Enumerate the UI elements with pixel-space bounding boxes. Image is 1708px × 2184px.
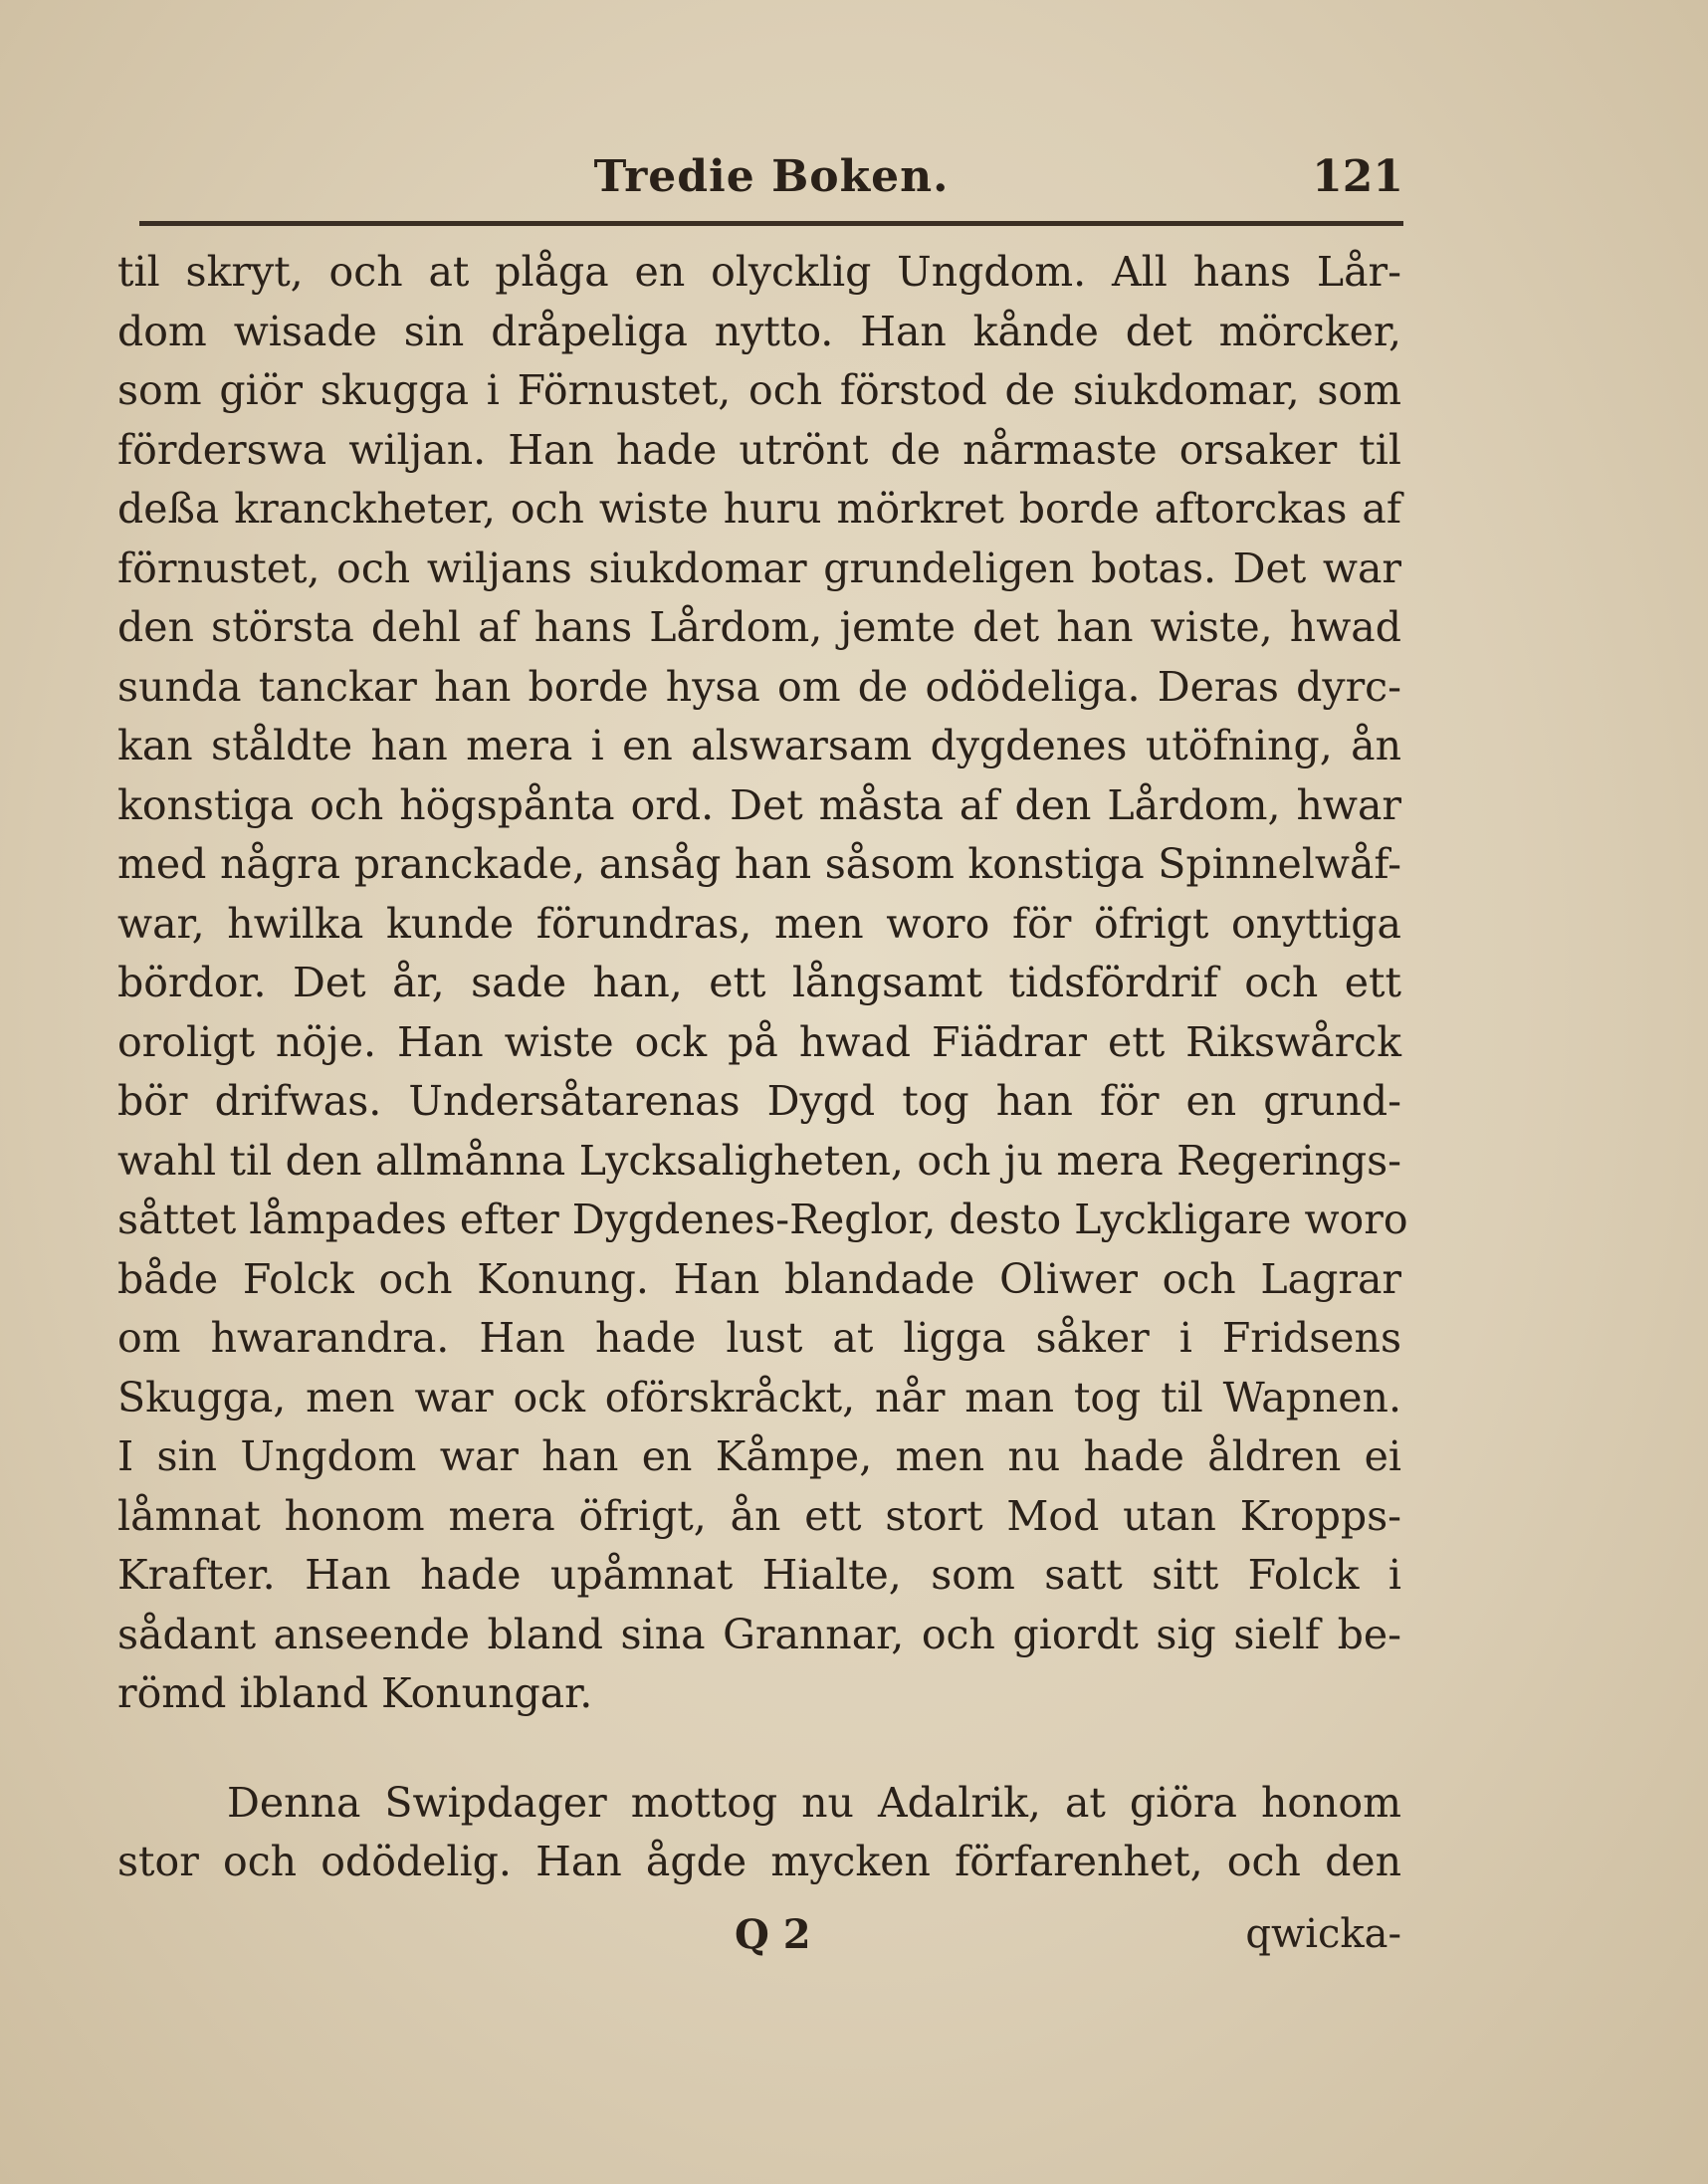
text-line: wahl til den allmånna Lycksaligheten, och ju mera Regerings- (117, 1136, 1401, 1185)
text-line: Krafter. Han hade upåmnat Hialte, som satt sitt Folck i (117, 1551, 1401, 1599)
text-line: stor och odödelig. Han ågde mycken förfarenhet, och den (117, 1838, 1401, 1885)
text-line: bördor. Det år, sade han, ett långsamt tidsfördrif och ett (117, 959, 1401, 1006)
page-header (139, 139, 1403, 209)
signature-mark: Q 2 (735, 1911, 811, 1958)
text-line: med några pranckade, ansåg han såsom konstiga Spinnelwåf- (117, 840, 1401, 888)
header-rule (139, 221, 1403, 226)
text-line: konstiga och högspånta ord. Det måsta af den Lårdom, hwar (117, 780, 1401, 829)
text-line: I sin Ungdom war han en Kåmpe, men nu hade åldren ei (117, 1432, 1401, 1480)
text-line: deßa kranckheter, och wiste huru mörkret borde aftorckas af (117, 485, 1401, 533)
text-line: såttet låmpades efter Dygdenes-Reglor, desto Lyckligare woro (117, 1196, 1408, 1243)
text-line: dom wisade sin dråpeliga nytto. Han kånde det mörcker, (117, 307, 1401, 355)
text-line: til skryt, och at plåga en olycklig Ungdom. All hans Lår- (117, 248, 1401, 296)
text-line: sådant anseende bland sina Grannar, och giordt sig sielf be- (117, 1610, 1401, 1658)
text-line: Denna Swipdager mottog nu Adalrik, at giöra honom (227, 1778, 1401, 1827)
text-line: både Folck och Konung. Han blandade Oliwer och Lagrar (117, 1254, 1401, 1303)
text-line: kan ståldte han mera i en alswarsam dygdenes utöfning, ån (117, 722, 1401, 769)
text-line: oroligt nöje. Han wiste ock på hwad Fiädrar ett Rikswårck (117, 1017, 1401, 1066)
text-line: bör drifwas. Undersåtarenas Dygd tog han för en grund- (117, 1077, 1401, 1125)
paragraph-gap (117, 1724, 1401, 1774)
page-footer (117, 1911, 1401, 1971)
text-line: låmnat honom mera öfrigt, ån ett stort Mod utan Kropps- (117, 1491, 1401, 1540)
text-line: den största dehl af hans Lårdom, jemte det han wiste, hwad (117, 603, 1401, 651)
paragraph-2 (117, 1774, 1401, 1892)
paragraph-1 (117, 243, 1408, 1724)
text-line: som giör skugga i Förnustet, och förstod de siukdomar, som (117, 366, 1401, 414)
text-line: war, hwilka kunde förundras, men woro för öfrigt onyttiga (117, 899, 1401, 948)
page-number: 121 (1312, 151, 1403, 202)
text-line: förderswa wiljan. Han hade utrönt de nårmaste orsaker til (117, 425, 1401, 474)
text-line: om hwarandra. Han hade lust at ligga såker i Fridsens (117, 1314, 1401, 1362)
text-line: Skugga, men war ock oförskråckt, når man tog til Wapnen. (117, 1373, 1401, 1421)
body-text (117, 243, 1408, 1892)
text-line: römd ibland Konungar. (117, 1669, 593, 1717)
catchword: qwicka- (1245, 1911, 1401, 1957)
text-line: sunda tanckar han borde hysa om de odödeliga. Deras dyrc- (117, 662, 1401, 711)
running-title: Tredie Boken. (593, 151, 950, 202)
text-line: förnustet, och wiljans siukdomar grundeligen botas. Det war (117, 544, 1401, 592)
